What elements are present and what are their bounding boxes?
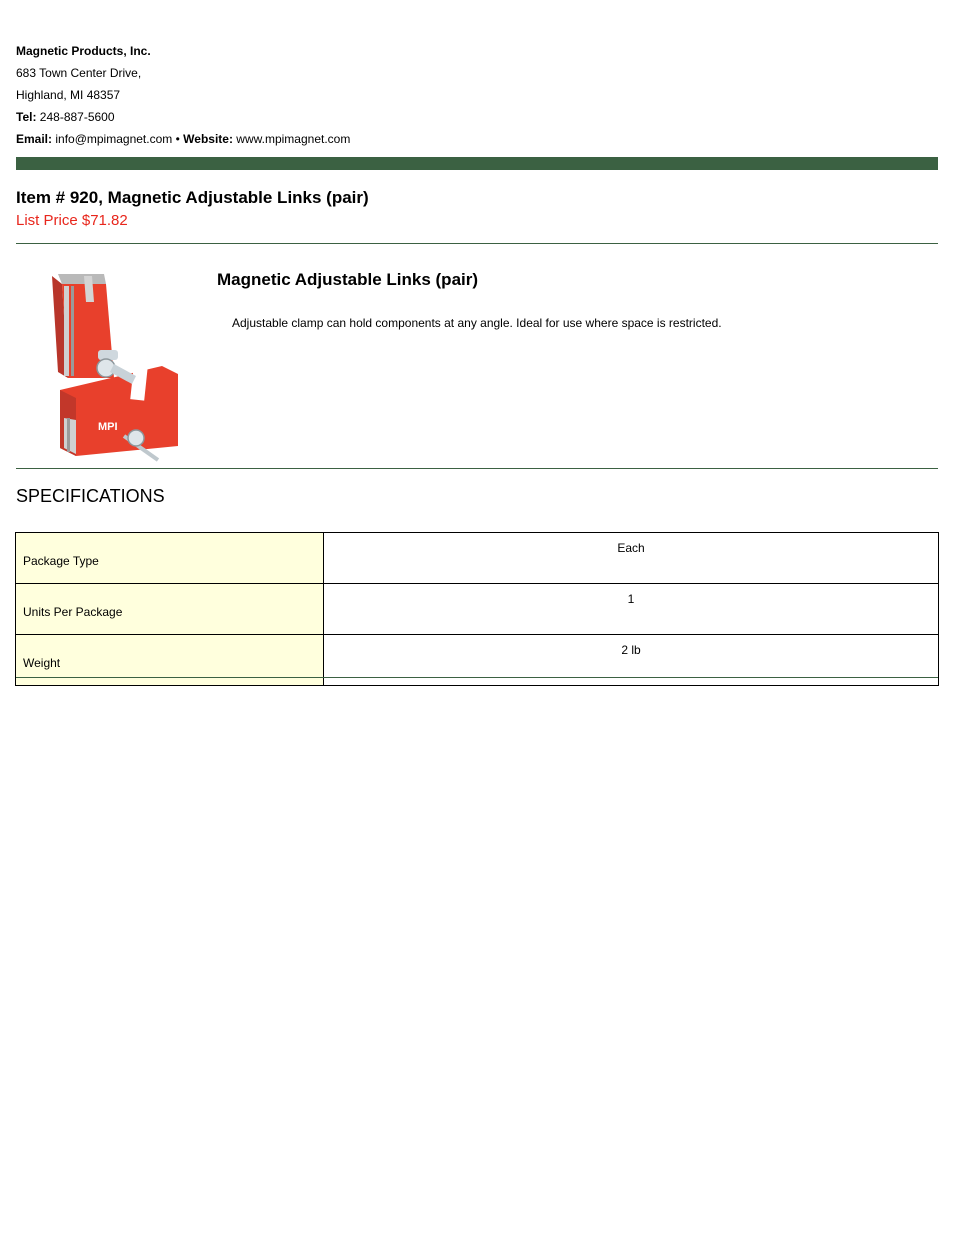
divider-bottom <box>16 677 938 678</box>
website-link[interactable]: www.mpimagnet.com <box>236 132 351 146</box>
product-name: Magnetic Adjustable Links (pair) <box>217 270 479 289</box>
company-name: Magnetic Products, Inc. <box>16 44 151 58</box>
spec-value: Each <box>324 533 939 584</box>
divider-top <box>16 243 938 244</box>
spec-value: 1 <box>324 584 939 635</box>
specifications-heading: SPECIFICATIONS <box>16 486 165 506</box>
header-divider-bar <box>16 157 938 170</box>
phone-line <box>16 106 350 128</box>
product-description: Adjustable clamp can hold components at any angle. Ideal for use where space is restricted. <box>232 316 722 330</box>
spec-value: 2 lb <box>324 635 939 686</box>
specifications-table <box>15 532 939 686</box>
address-line-1: 683 Town Center Drive, <box>16 66 142 80</box>
email-label: Email: <box>16 132 53 146</box>
company-info <box>16 40 350 150</box>
tel-label: Tel: <box>16 110 37 124</box>
email-link[interactable]: info@mpimagnet.com <box>55 132 173 146</box>
table-row <box>16 533 939 584</box>
tel-value: 248-887-5600 <box>39 110 115 124</box>
spec-label: Units Per Package <box>16 584 324 635</box>
table-row <box>16 584 939 635</box>
address-line-2: Highland, MI 48357 <box>16 88 121 102</box>
separator: • <box>175 132 180 146</box>
divider-middle <box>16 468 938 469</box>
list-price: List Price $71.82 <box>16 212 128 229</box>
website-label: Website: <box>183 132 233 146</box>
spec-label: Weight <box>16 635 324 686</box>
contact-line <box>16 128 350 150</box>
product-logo-text: MPI <box>98 421 118 433</box>
magnetic-links-product-image <box>40 268 200 464</box>
item-title: Item # 920, Magnetic Adjustable Links (pair) <box>16 188 369 207</box>
spec-label: Package Type <box>16 533 324 584</box>
